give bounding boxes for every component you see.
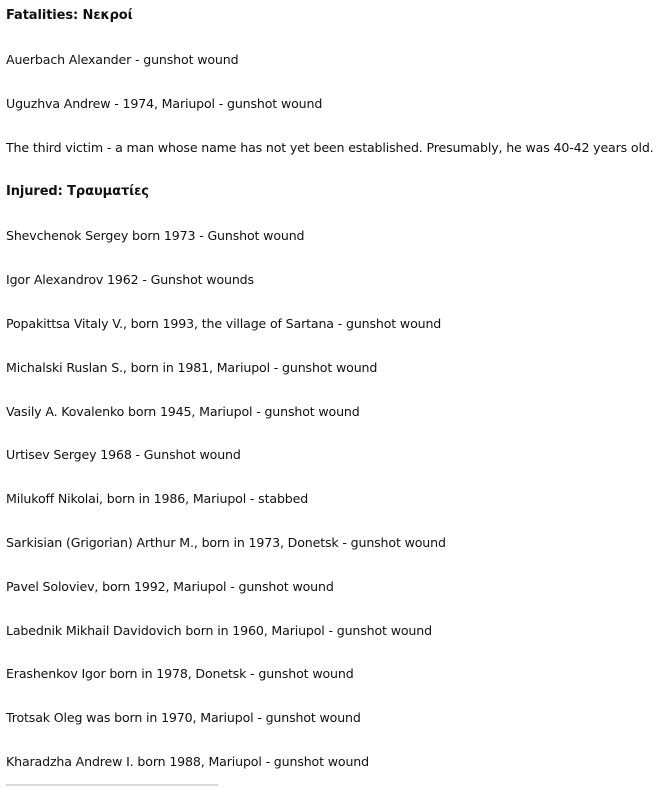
injured-item: Michalski Ruslan S., born in 1981, Mariupol - gunshot wound bbox=[6, 360, 378, 375]
injured-item: Igor Alexandrov 1962 - Gunshot wounds bbox=[6, 272, 254, 287]
injured-item: Trotsak Oleg was born in 1970, Mariupol - gunshot wound bbox=[6, 710, 361, 725]
fatality-item: The third victim - a man whose name has not yet been established. Presumably, he was 40-42 years old. bbox=[6, 140, 654, 155]
injured-item: Popakittsa Vitaly V., born 1993, the village of Sartana - gunshot wound bbox=[6, 316, 442, 331]
injured-item: Vasily A. Kovalenko born 1945, Mariupol - gunshot wound bbox=[6, 404, 360, 419]
injured-item: Labednik Mikhail Davidovich born in 1960, Mariupol - gunshot wound bbox=[6, 623, 432, 638]
bottom-divider bbox=[6, 784, 218, 786]
fatality-item: Uguzhva Andrew - 1974, Mariupol - gunshot wound bbox=[6, 96, 323, 111]
injured-item: Kharadzha Andrew I. born 1988, Mariupol - gunshot wound bbox=[6, 754, 369, 769]
injured-heading: Injured: Τραυματίες bbox=[6, 184, 149, 199]
injured-item: Shevchenok Sergey born 1973 - Gunshot wound bbox=[6, 228, 305, 243]
injured-item: Pavel Soloviev, born 1992, Mariupol - gunshot wound bbox=[6, 579, 334, 594]
fatalities-heading: Fatalities: Νεκροί bbox=[6, 8, 133, 23]
injured-item: Milukoff Nikolai, born in 1986, Mariupol - stabbed bbox=[6, 491, 309, 506]
injured-item: Urtisev Sergey 1968 - Gunshot wound bbox=[6, 447, 241, 462]
injured-item: Sarkisian (Grigorian) Arthur M., born in 1973, Donetsk - gunshot wound bbox=[6, 535, 446, 550]
injured-item: Erashenkov Igor born in 1978, Donetsk - gunshot wound bbox=[6, 666, 354, 681]
fatality-item: Auerbach Alexander - gunshot wound bbox=[6, 52, 239, 67]
